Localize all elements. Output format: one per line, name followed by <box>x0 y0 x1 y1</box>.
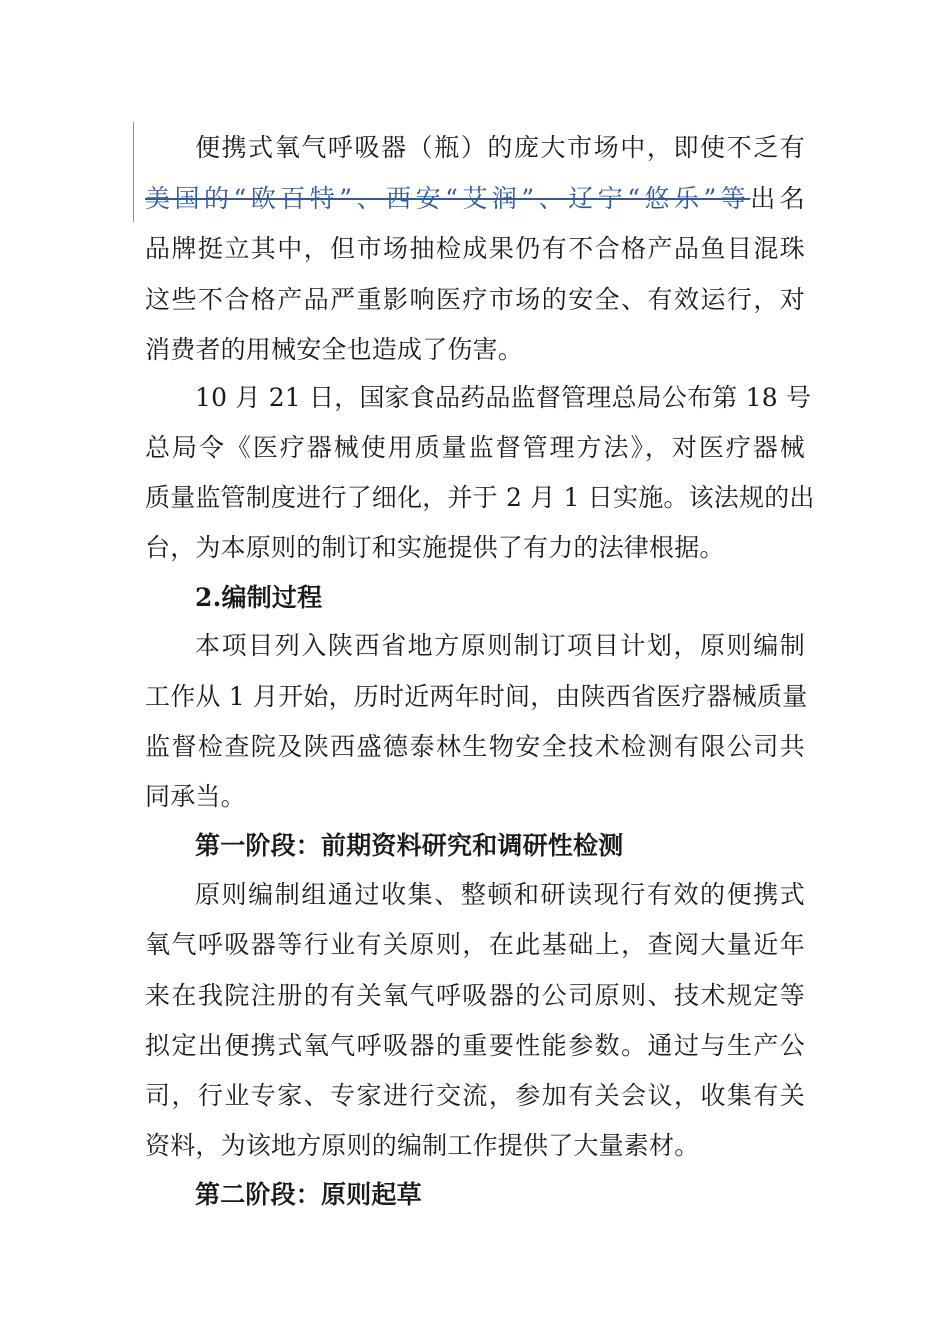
revision-change-bar <box>133 122 134 222</box>
para1-line2 <box>145 181 805 217</box>
para4-line5: 司，行业专家、专家进行交流，参加有关会议，收集有关 <box>145 1081 805 1110</box>
para3-line4: 同承当。 <box>145 782 246 811</box>
tracked-deletion-text: 美国的“欧百特”、西安“艾润”、辽宁“悠乐”等 <box>145 184 751 213</box>
para1-line2-rest: 出名 <box>750 184 805 213</box>
para3-line1: 本项目列入陕西省地方原则制订项目计划，原则编制 <box>195 631 805 660</box>
para3-line3: 监督检查院及陕西盛德泰林生物安全技术检测有限公司共 <box>145 732 805 761</box>
para4-line4: 拟定出便携式氧气呼吸器的重要性能参数。通过与生产公 <box>145 1031 805 1060</box>
para1-line4: 这些不合格产品严重影响医疗市场的安全、有效运行，对 <box>145 285 805 314</box>
para4-line1: 原则编制组通过收集、整顿和研读现行有效的便携式 <box>195 880 805 909</box>
para2-line2: 总局令《医疗器械使用质量监督管理方法》，对医疗器械 <box>145 433 805 462</box>
para1-line1: 便携式氧气呼吸器（瓶）的庞大市场中，即使不乏有 <box>195 133 805 162</box>
para4-line2: 氧气呼吸器等行业有关原则，在此基础上，查阅大量近年 <box>145 930 805 959</box>
para1-line3: 品牌挺立其中，但市场抽检成果仍有不合格产品鱼目混珠 <box>145 234 805 263</box>
heading-stage-two: 第二阶段：原则起草 <box>195 1180 422 1209</box>
para2-line3: 质量监管制度进行了细化，并于 2 月 1 日实施。该法规的出 <box>145 483 815 512</box>
heading-compilation-process: 2.编制过程 <box>195 583 323 612</box>
para4-line3: 来在我院注册的有关氧气呼吸器的公司原则、技术规定等 <box>145 981 805 1010</box>
para1-line5: 消费者的用械安全也造成了伤害。 <box>145 335 524 364</box>
para4-line6: 资料，为该地方原则的编制工作提供了大量素材。 <box>145 1131 700 1160</box>
para2-line4: 台，为本原则的制订和实施提供了有力的法律根据。 <box>145 533 725 562</box>
heading-stage-one: 第一阶段：前期资料研究和调研性检测 <box>195 831 624 860</box>
para2-line1: 10 月 21 日，国家食品药品监督管理总局公布第 18 号 <box>195 383 812 412</box>
para3-line2: 工作从 1 月开始，历时近两年时间，由陕西省医疗器械质量 <box>145 682 808 711</box>
